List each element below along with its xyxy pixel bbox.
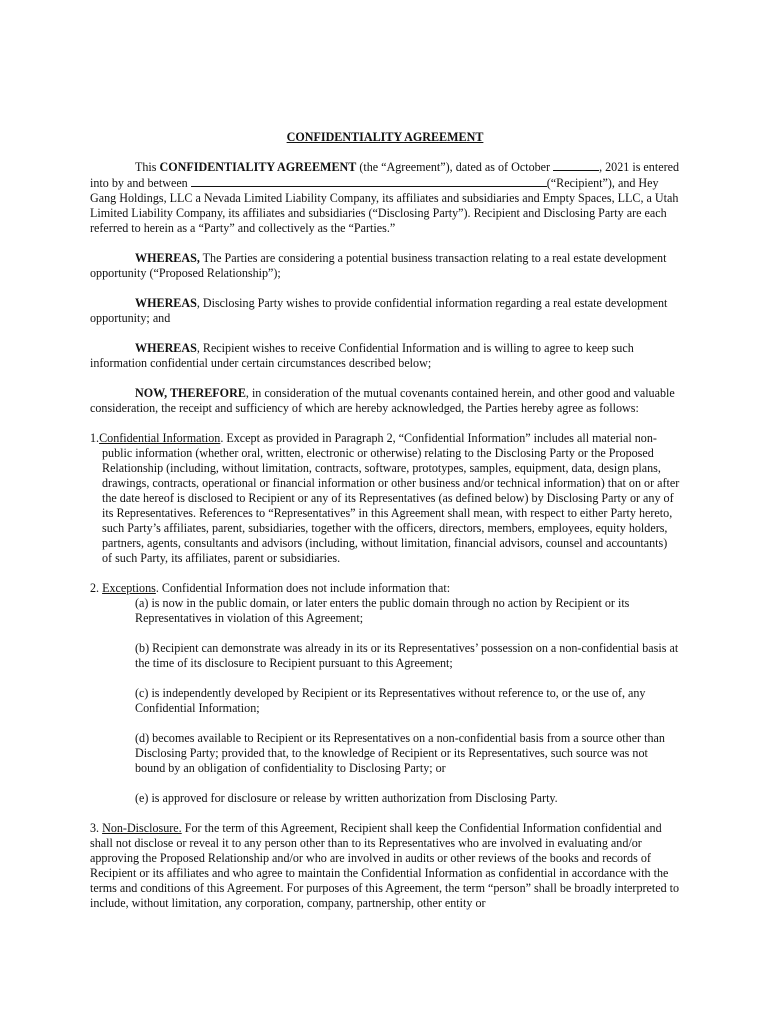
- agreement-name: CONFIDENTIALITY AGREEMENT: [159, 160, 357, 174]
- section-text: . Confidential Information does not include information that:: [155, 581, 451, 595]
- whereas-paragraph-3: [90, 341, 680, 371]
- exception-item: (a) is now in the public domain, or later enters the public domain through no action by Recipient or its Representatives in violation of this Agreement;: [135, 596, 630, 625]
- section-number: 1.: [90, 431, 100, 445]
- whereas-text: , Disclosing Party wishes to provide confidential information regarding a real estate development opportunity; and: [90, 296, 668, 325]
- section-heading: Confidential Information: [99, 431, 221, 445]
- whereas-paragraph-2: [90, 296, 680, 326]
- now-therefore-text: , in consideration of the mutual covenants contained herein, and other good and valuable consideration, the receipt and sufficiency of which are hereby acknowledged, the Parties hereby agree as follows:: [90, 386, 675, 415]
- intro-text-1: This: [135, 160, 160, 174]
- whereas-lead: WHEREAS: [135, 296, 197, 310]
- date-blank: [553, 159, 599, 171]
- exception-item: (e) is approved for disclosure or release by written authorization from Disclosing Party.: [135, 791, 558, 805]
- section-text: For the term of this Agreement, Recipient shall keep the Confidential Information confidential and shall not disclose or reveal it to any person other than to its Representatives who are involved in evaluating and/or approving the Proposed Relationship and/or who are involved in audits or other reviews of the books and records of Recipient or its affiliates and who agree to maintain the Confidential Information as confidential in accordance with the terms and conditions of this Agreement. For purposes of this Agreement, the term “person” shall be broadly interpreted to include, without limitation, any corporation, company, partnership, other entity or: [90, 821, 680, 910]
- exception-item: (b) Recipient can demonstrate was already in its or its Representatives’ possession on a non-confidential basis at the time of its disclosure to Recipient pursuant to this Agreement;: [135, 641, 679, 670]
- section-number: 2.: [90, 581, 103, 595]
- recipient-blank: [191, 175, 547, 187]
- document-body: [90, 130, 680, 911]
- exception-item: (d) becomes available to Recipient or its Representatives on a non-confidential basis from a source other than Disclosing Party; provided that, to the knowledge of Recipient or its Representatives, such source was not bound by an obligation of confidentiality to Disclosing Party; or: [135, 731, 665, 775]
- whereas-text: The Parties are considering a potential business transaction relating to a real estate development opportunity (“Proposed Relationship”);: [90, 251, 667, 280]
- whereas-paragraph-1: [90, 251, 680, 281]
- intro-text-3: , 2021 is entered into by and between: [90, 160, 680, 190]
- section-number: 3.: [90, 821, 103, 835]
- now-therefore-paragraph: [90, 386, 680, 416]
- intro-paragraph: [90, 159, 680, 236]
- exception-item: (c) is independently developed by Recipient or its Representatives without reference to, or the use of, any Confidential Information;: [135, 686, 646, 715]
- whereas-lead: WHEREAS: [135, 341, 197, 355]
- section-2-exceptions: [90, 581, 680, 596]
- section-heading: Exceptions: [102, 581, 156, 595]
- intro-text-4: (“Recipient”), and Hey Gang Holdings, LLC a Nevada Limited Liability Company, its affiliates and subsidiaries and Empty Spaces, LLC, a Utah Limited Liability Company, its affiliates and subsidiaries (“Disclosing Party”). Recipient and Disclosing Party are each referred to herein as a “Party” and collectively as the “Parties.”: [90, 176, 679, 235]
- section-heading: Non-Disclosure.: [102, 821, 182, 835]
- section-text: . Except as provided in Paragraph 2, “Confidential Information” includes all material non-public information (whether oral, written, electronic or otherwise) relating to the Disclosing Party or the Proposed Relationship (including, without limitation, contracts, software, prototypes, samples, equipment, data, design plans, drawings, contracts, operational or financial information or other business and/or technical information) that on or after the date hereof is disclosed to Recipient or any of its Representatives (as defined below) by Disclosing Party or any of its Representatives. References to “Representatives” in this Agreement shall mean, with respect to either Party hereto, such Party’s affiliates, parent, subsidiaries, together with the officers, directors, members, employees, equity holders, partners, agents, consultants and advisors (including, without limitation, financial advisors, counsel and accountants) of such Party, its affiliates, parent or subsidiaries.: [102, 431, 680, 565]
- intro-text-2: (the “Agreement”), dated as of October: [356, 160, 554, 174]
- whereas-text: , Recipient wishes to receive Confidential Information and is willing to agree to keep such information confidential under certain circumstances described below;: [90, 341, 634, 370]
- section-1-confidential-information: [90, 431, 680, 566]
- document-title: CONFIDENTIALITY AGREEMENT: [286, 130, 484, 144]
- now-therefore-lead: NOW, THEREFORE: [135, 386, 246, 400]
- section-3-non-disclosure: [90, 821, 680, 911]
- whereas-lead: WHEREAS,: [135, 251, 200, 265]
